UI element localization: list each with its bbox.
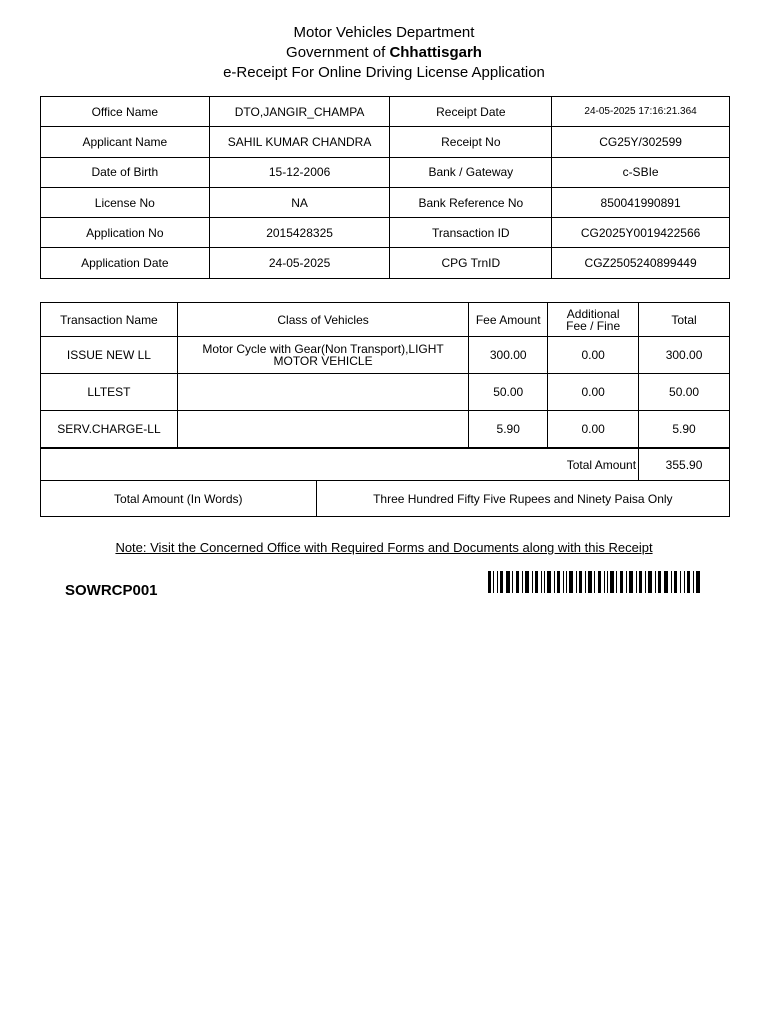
col-header-total: Total: [639, 303, 730, 337]
total-amount-label: Total Amount: [41, 449, 639, 481]
vehicle-class: Motor Cycle with Gear(Non Transport),LIGHT MOTOR VEHICLE: [177, 337, 468, 374]
department-title: Motor Vehicles Department: [293, 24, 475, 41]
office-name-value: DTO,JANGIR_CHAMPA: [209, 97, 390, 127]
cpg-value: CGZ2505240899449: [552, 248, 730, 278]
info-table: [40, 96, 730, 279]
vehicle-class: [177, 374, 468, 411]
col-header-transaction: Transaction Name: [41, 303, 178, 337]
transaction-name: SERV.CHARGE-LL: [41, 411, 178, 448]
receipt-no-value: CG25Y/302599: [552, 127, 730, 157]
form-code: SOWRCP001: [65, 582, 158, 599]
table-row: [41, 374, 730, 411]
row-total: 50.00: [639, 374, 730, 411]
transaction-name: ISSUE NEW LL: [41, 337, 178, 374]
application-no-value: 2015428325: [209, 218, 390, 248]
row-total: 300.00: [639, 337, 730, 374]
cpg-label: CPG TrnID: [390, 248, 552, 278]
transaction-id-value: CG2025Y0019422566: [552, 218, 730, 248]
transaction-id-label: Transaction ID: [390, 218, 552, 248]
total-table: [40, 448, 730, 481]
amount-words-value: Three Hundred Fifty Five Rupees and Ninety Paisa Only: [316, 481, 729, 517]
barcode-icon: [488, 571, 702, 593]
amount-words-label: Total Amount (In Words): [41, 481, 317, 517]
receipt-no-label: Receipt No: [390, 127, 552, 157]
table-row: [41, 248, 730, 278]
total-row: [41, 449, 730, 481]
table-header-row: [41, 303, 730, 337]
application-no-label: Application No: [41, 218, 210, 248]
receipt-note: Note: Visit the Concerned Office with Required Forms and Documents along with this Receipt: [115, 540, 653, 555]
bank-gateway-label: Bank / Gateway: [390, 157, 552, 187]
col-header-class: Class of Vehicles: [177, 303, 468, 337]
government-line: Government of Chhattisgarh: [286, 44, 482, 61]
dob-value: 15-12-2006: [209, 157, 390, 187]
additional-fee: 0.00: [548, 374, 639, 411]
applicant-name-value: SAHIL KUMAR CHANDRA: [209, 127, 390, 157]
row-total: 5.90: [639, 411, 730, 448]
table-row: [41, 218, 730, 248]
receipt-date-label: Receipt Date: [390, 97, 552, 127]
license-no-value: NA: [209, 187, 390, 217]
fee-amount: 300.00: [469, 337, 548, 374]
table-row: [41, 157, 730, 187]
fee-amount: 50.00: [469, 374, 548, 411]
col-header-additional: Additional Fee / Fine: [548, 303, 639, 337]
office-name-label: Office Name: [41, 97, 210, 127]
bank-ref-value: 850041990891: [552, 187, 730, 217]
vehicle-class: [177, 411, 468, 448]
table-row: [41, 337, 730, 374]
applicant-name-label: Applicant Name: [41, 127, 210, 157]
col-header-fee: Fee Amount: [469, 303, 548, 337]
application-date-label: Application Date: [41, 248, 210, 278]
table-row: [41, 187, 730, 217]
words-row: [41, 481, 730, 517]
dob-label: Date of Birth: [41, 157, 210, 187]
words-table: [40, 480, 730, 517]
license-no-label: License No: [41, 187, 210, 217]
bank-gateway-value: c-SBIe: [552, 157, 730, 187]
table-row: [41, 127, 730, 157]
fee-amount: 5.90: [469, 411, 548, 448]
transaction-name: LLTEST: [41, 374, 178, 411]
total-amount-value: 355.90: [639, 449, 730, 481]
application-date-value: 24-05-2025: [209, 248, 390, 278]
fees-table: [40, 302, 730, 448]
receipt-date-value: 24-05-2025 17:16:21.364: [552, 97, 730, 127]
table-row: [41, 97, 730, 127]
table-row: [41, 411, 730, 448]
bank-ref-label: Bank Reference No: [390, 187, 552, 217]
state-name: Chhattisgarh: [389, 44, 482, 61]
additional-fee: 0.00: [548, 337, 639, 374]
additional-fee: 0.00: [548, 411, 639, 448]
receipt-title: e-Receipt For Online Driving License Application: [223, 64, 545, 81]
